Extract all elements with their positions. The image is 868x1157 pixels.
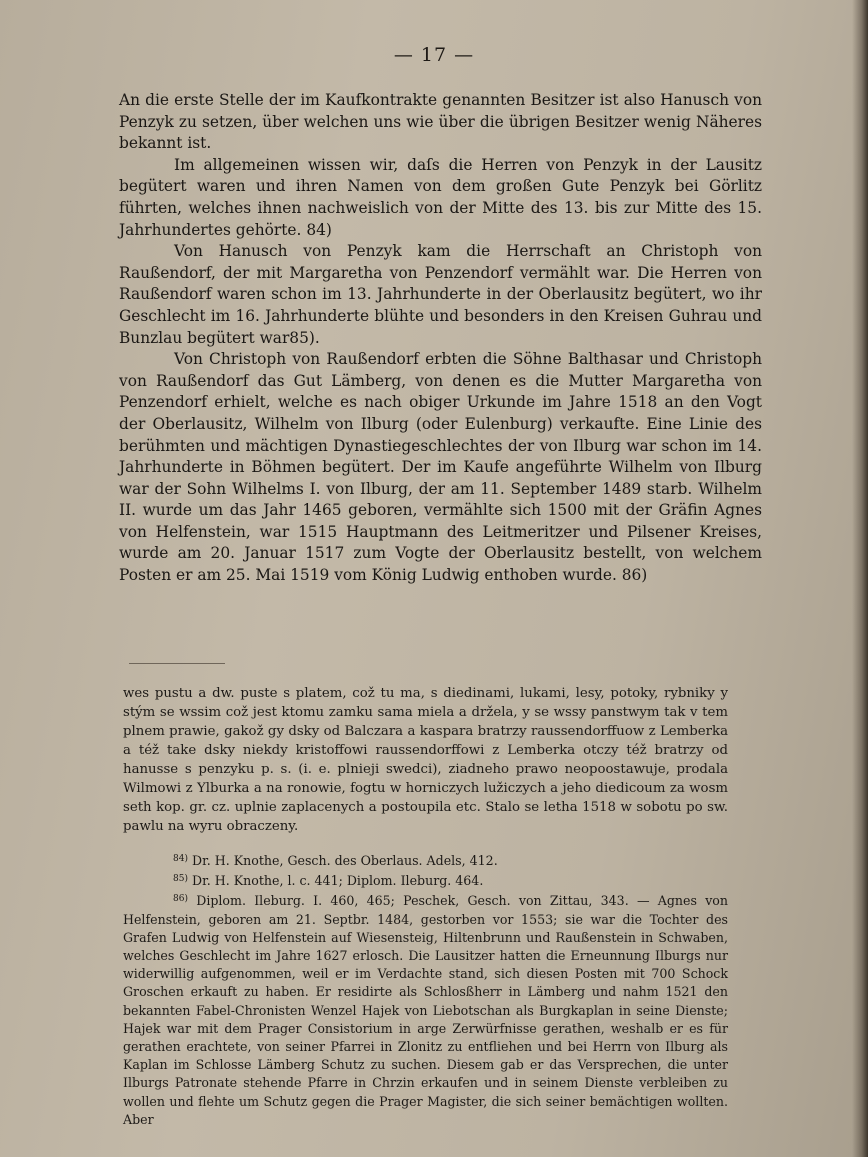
footnote-text: Diplom. Ileburg. I. 460, 465; Peschek, Gesch. von Zittau, 343. — Agnes von Helfenstein, geboren am 21. Septbr. 1484, gestorben vor 1553; sie war die Tochter des Grafen Ludwig von Helfenstein auf Wiesensteig, Hiltenbrunn und Raußenstein in Schwaben, welches Geschlecht im Jahre 1627 erlosch. Die Lausitzer hatten die Erneunnung Ilburgs nur widerwillig aufgenommen, weil er im Verdachte stand, sich diesen Posten mit 700 Schock Groschen erkauft zu haben. Er residirte als Schlosßherr in Lämberg und nahm 1521 den bekannten Fabel-Chronisten Wenzel Hajek von Liebotschan als Burgkaplan in seine Dienste; Hajek war mit dem Prager Consistorium in arge Zerwürfnisse gerathen, weshalb er es für gerathen erachtete, von seiner Pfarrei in Zlonitz zu entfliehen und bei Herrn von Ilburg als Kaplan im Schlosse Lämberg Schutz zu suchen. Diesem gab er das Versprechen, die unter Ilburgs Patronate stehende Pfarre in Chrzin erkaufen und in seinem Dienste verbleiben zu wollen und flehte um Schutz gegen die Prager Magister, die sich seiner bemächtigen wollten. Aber: [123, 893, 728, 1127]
footnote-number: 84): [173, 854, 188, 864]
paragraph: Im allgemeinen wissen wir, daſs die Herren von Penzyk in der Lausitz begütert waren und ihren Namen von dem großen Gute Penzyk bei Görlitz führten, welches ihnen nachweislich von der Mitte des 13. bis zur Mitte des 15. Jahrhundertes gehörte. 84): [119, 155, 762, 239]
paragraph: Von Christoph von Raußendorf erbten die Söhne Balthasar und Christoph von Raußendorf das Gut Lämberg, von denen es die Mutter Margaretha von Penzendorf erhielt, welche es nach obiger Urkunde im Jahre 1518 an den Vogt der Oberlausitz, Wilhelm von Ilburg (oder Eulenburg) verkaufte. Eine Linie des berühmten und mächtigen Dynastiegeschlechtes der von Ilburg war schon im 14. Jahrhunderte in Böhmen begütert. Der im Kaufe angeführte Wilhelm von Ilburg war der Sohn Wilhelms I. von Ilburg, der am 11. September 1489 starb. Wilhelm II. wurde um das Jahr 1465 geboren, vermählte sich 1500 mit der Gräfin Agnes von Helfenstein, war 1515 Hauptmann des Leitmeritzer und Pilsener Kreises, wurde am 20. Januar 1517 zum Vogte der Oberlausitz bestellt, von welchem Posten er am 25. Mai 1519 vom König Ludwig enthoben wurde. 86): [119, 350, 762, 585]
paragraph: Von Hanusch von Penzyk kam die Herrschaft an Christoph von Raußendorf, der mit Margaretha von Penzendorf vermählt war. Die Herren von Raußendorf waren schon im 13. Jahrhunderte in der Oberlausitz begütert, wo ihr Geschlecht im 16. Jahrhunderte blühte und besonders in den Kreisen Guhrau und Bunzlau begütert war85).: [119, 242, 762, 347]
main-text-block: [119, 90, 762, 587]
footnote-number: 85): [173, 874, 188, 885]
quote-text: wes pustu a dw. puste s platem, což tu ma, s diedinami, lukami, lesy, potoky, rybniky y stým se wssim což jest ktomu zamku sama miela a držela, y se wssy panstwym tak v tem plnem prawie, gakož gy dsky od Balczara a kaspara bratrzy raussendorffuow z Lemberka a též take dsky niekdy kristoffowi raussendorffowi z Lemberka otczy též bratrzy od hanusse s penzyku p. s. (i. e. plnieji swedci), ziadneho prawo neopoostawuje, prodala Wilmowi z Ylburka a na ronowie, fogtu w horniczych lužiczych a jeho diedicoum za wosm seth kop. gr. cz. uplnie zaplacenych a postoupila etc. Stalo se letha 1518 w sobotu po sw. pawlu na wyru obraczeny.: [123, 686, 728, 834]
footnote-number: 86): [173, 894, 188, 905]
footnote-85: [123, 870, 728, 890]
paragraph: An die erste Stelle der im Kaufkontrakte genannten Besitzer ist also Hanusch von Penzyk zu setzen, über welchen uns wie über die übrigen Besitzer wenig Näheres bekannt ist.: [119, 91, 762, 153]
footnote-text: Dr. H. Knothe, l. c. 441; Diplom. Ileburg. 464.: [191, 873, 484, 889]
quoted-document-excerpt: [123, 684, 728, 836]
page-edge-shadow: [852, 0, 868, 1157]
footnote-divider: [129, 663, 225, 664]
footnote-84: [123, 850, 728, 870]
footnotes: [123, 850, 728, 1129]
page-number: — 17 —: [393, 44, 475, 66]
footnote-text: Dr. H. Knothe, Gesch. des Oberlaus. Adels, 412.: [191, 853, 498, 868]
footnote-86: [123, 890, 728, 1129]
